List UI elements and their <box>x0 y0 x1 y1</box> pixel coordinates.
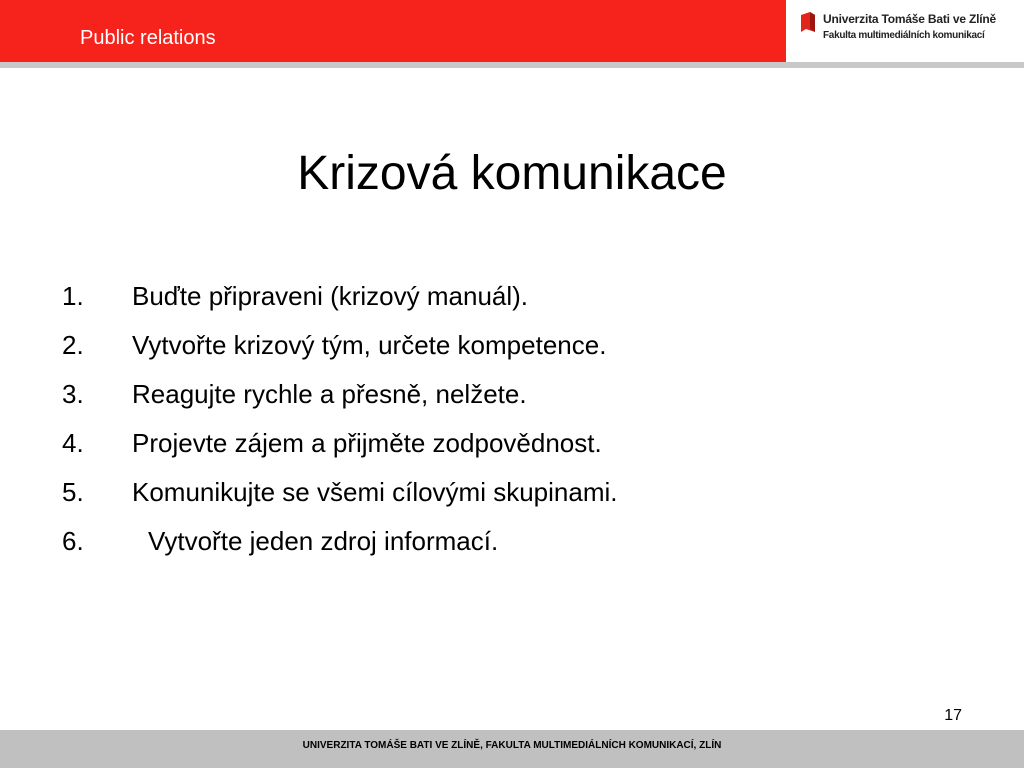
step-number: 6. <box>62 526 84 556</box>
list-item <box>62 468 618 517</box>
step-text: Vytvořte krizový tým, určete kompetence. <box>132 330 607 360</box>
step-number: 2. <box>62 330 84 360</box>
page-number: 17 <box>944 707 962 724</box>
steps-list <box>62 272 618 566</box>
step-number: 1. <box>62 281 84 311</box>
section-title: Public relations <box>80 27 216 49</box>
slide-title: Krizová komunikace <box>297 147 727 200</box>
list-item <box>62 517 618 566</box>
step-number: 5. <box>62 477 84 507</box>
university-logo <box>786 0 1024 62</box>
step-text: Vytvořte jeden zdroj informací. <box>148 526 499 556</box>
university-name: Univerzita Tomáše Bati ve Zlíně <box>823 12 996 26</box>
step-text: Projevte zájem a přijměte zodpovědnost. <box>132 428 602 458</box>
faculty-name: Fakulta multimediálních komunikací <box>823 30 985 41</box>
list-item <box>62 419 618 468</box>
list-item <box>62 272 618 321</box>
list-item <box>62 370 618 419</box>
step-text: Buďte připraveni (krizový manuál). <box>132 281 529 311</box>
step-number: 3. <box>62 379 84 409</box>
footer-text: UNIVERZITA TOMÁŠE BATI VE ZLÍNĚ, FAKULTA MULTIMEDIÁLNÍCH KOMUNIKACÍ, ZLÍN <box>302 740 722 751</box>
list-item <box>62 321 618 370</box>
step-text: Komunikujte se všemi cílovými skupinami. <box>132 477 618 507</box>
step-text: Reagujte rychle a přesně, nelžete. <box>132 379 527 409</box>
footer-band <box>0 730 1024 768</box>
header-divider <box>0 62 1024 68</box>
step-number: 4. <box>62 428 84 458</box>
header-band <box>0 0 786 62</box>
book-icon <box>801 12 815 32</box>
